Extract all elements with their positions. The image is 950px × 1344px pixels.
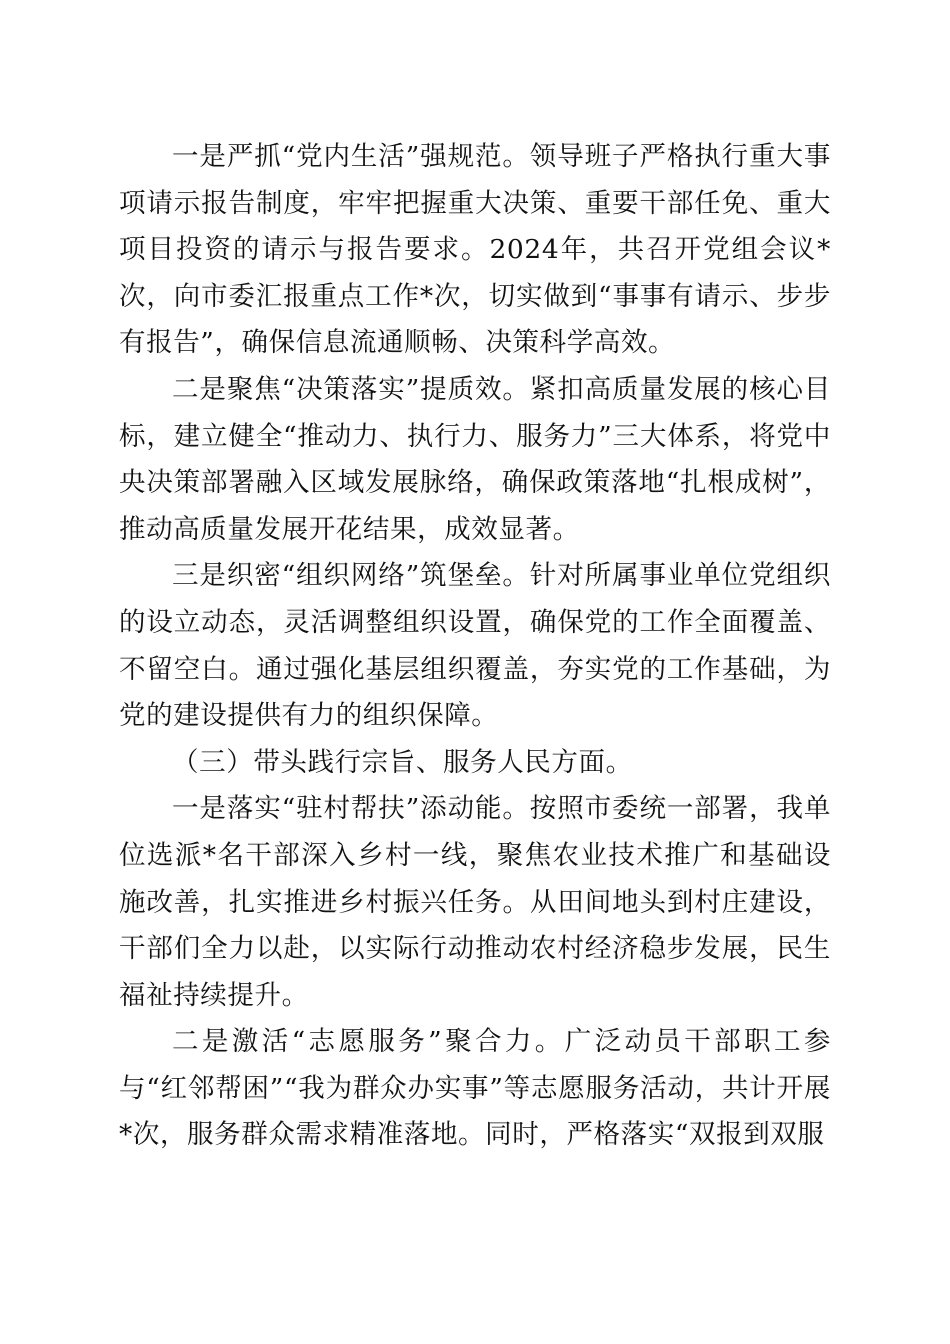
document-body	[119, 134, 831, 1159]
paragraph-party-life: 一是严抓“党内生活”强规范。领导班子严格执行重大事项请示报告制度，牢牢把握重大决策、重要干部任免、重大项目投资的请示与报告要求。2024年，共召开党组会议*次，向市委汇报重点工作*次，切实做到“事事有请示、步步有报告”，确保信息流通顺畅、决策科学高效。	[119, 141, 831, 359]
paragraph-volunteer-service: 二是激活“志愿服务”聚合力。广泛动员干部职工参与“红邻帮困”“我为群众办实事”等志愿服务活动，共计开展*次，服务群众需求精准落地。同时，严格落实“双报到双服	[119, 1026, 831, 1151]
paragraph-decision-implementation: 二是聚焦“决策落实”提质效。紧扣高质量发展的核心目标，建立健全“推动力、执行力、服务力”三大体系，将党中央决策部署融入区域发展脉络，确保政策落地“扎根成树”，推动高质量发展开花结果，成效显著。	[119, 373, 831, 545]
paragraph-village-assistance: 一是落实“驻村帮扶”添动能。按照市委统一部署，我单位选派*名干部深入乡村一线，聚焦农业技术推广和基础设施改善，扎实推进乡村振兴任务。从田间地头到村庄建设，干部们全力以赴，以实际行动推动农村经济稳步发展，民生福祉持续提升。	[119, 793, 831, 1011]
paragraph-organization-network: 三是织密“组织网络”筑堡垒。针对所属事业单位党组织的设立动态，灵活调整组织设置，确保党的工作全面覆盖、不留空白。通过强化基层组织覆盖，夯实党的工作基础，为党的建设提供有力的组织保障。	[119, 560, 831, 732]
section-heading-serve-people: （三）带头践行宗旨、服务人民方面。	[172, 746, 633, 778]
